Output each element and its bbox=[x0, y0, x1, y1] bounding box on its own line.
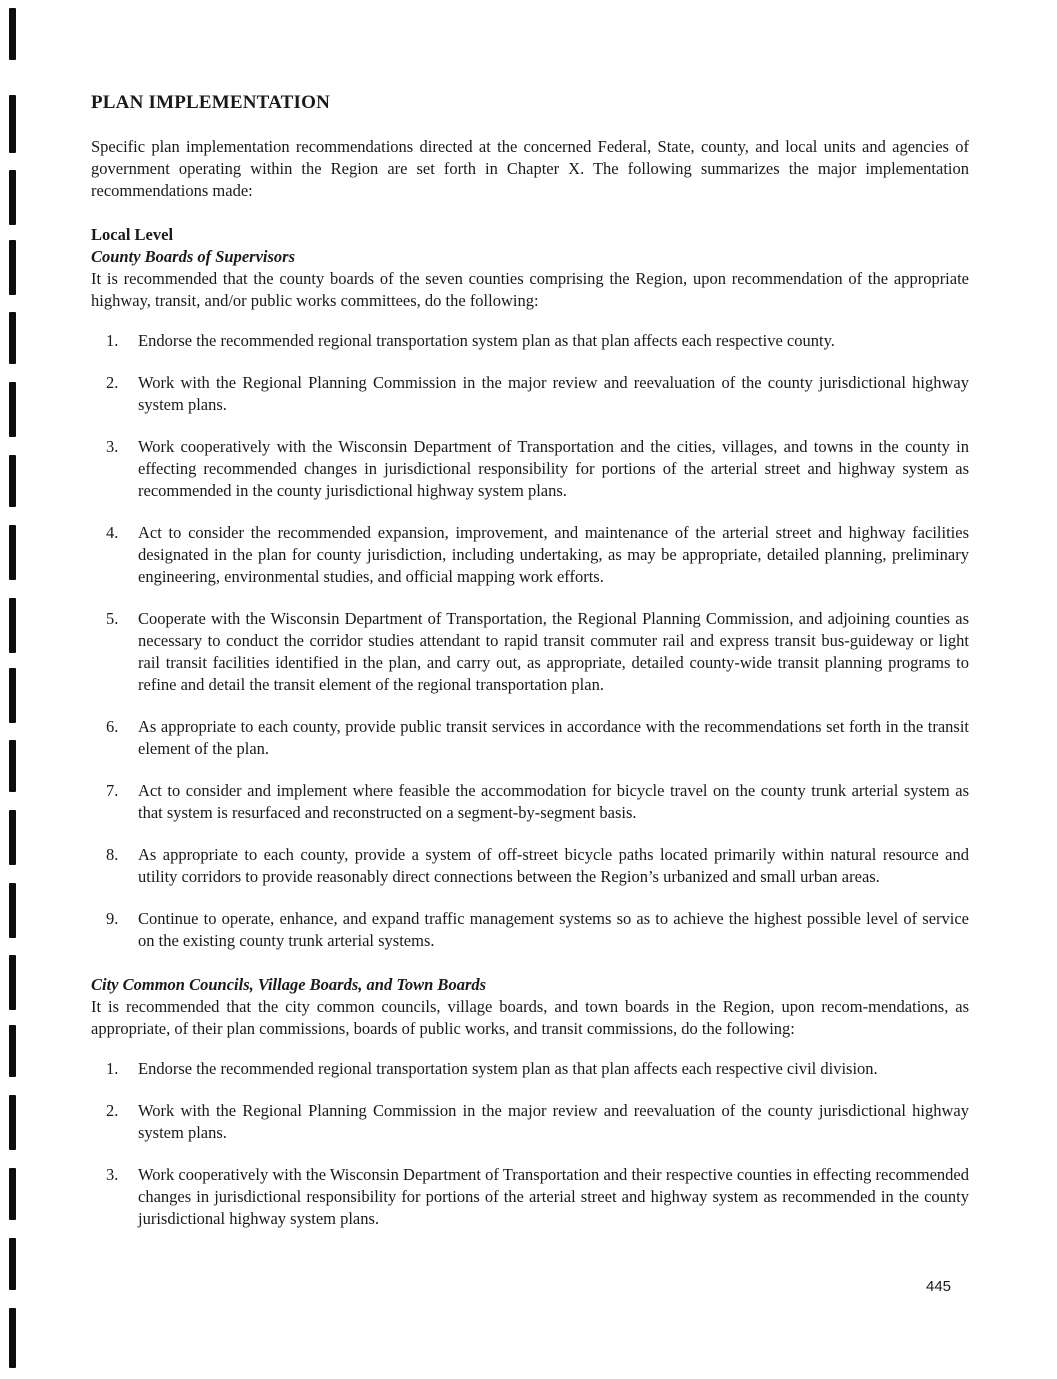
item-text: Cooperate with the Wisconsin Department of Transportation, the Regional Planning Commission, and adjoining counties as necessary to conduct the corridor studies attendant to rapid transit commuter rail and express transit bus-guideway or light rail transit facilities identified in the plan, and carry out, as appropriate, detailed county-wide transit planning programs to refine and detail the transit element of the regional transportation plan. bbox=[138, 609, 969, 694]
punch-mark bbox=[9, 1025, 16, 1077]
punch-mark bbox=[9, 1308, 16, 1368]
list-item bbox=[91, 844, 969, 888]
item-number: 1. bbox=[106, 331, 119, 350]
item-number: 4. bbox=[106, 523, 119, 542]
punch-mark bbox=[9, 740, 16, 792]
item-text: Work cooperatively with the Wisconsin Department of Transportation and the cities, villages, and towns in the county in effecting recommended changes in jurisdictional responsibility for portions of the arterial street and highway system as recommended in the county jurisdictional highway system plans. bbox=[138, 437, 969, 500]
list-item bbox=[91, 1164, 969, 1230]
list-item bbox=[91, 1100, 969, 1144]
punch-mark bbox=[9, 240, 16, 295]
item-text: As appropriate to each county, provide public transit services in accordance with the recommendations set forth in the transit element of the plan. bbox=[138, 717, 969, 758]
section-subtitle: City Common Councils, Village Boards, and Town Boards bbox=[91, 975, 487, 994]
punch-mark bbox=[9, 382, 16, 437]
list-item bbox=[91, 372, 969, 416]
item-number: 5. bbox=[106, 609, 119, 628]
item-number: 2. bbox=[106, 373, 119, 392]
section-intro: It is recommended that the county boards of the seven counties comprising the Region, upon recommendation of the appropriate highway, transit, and/or public works committees, do the following: bbox=[91, 269, 969, 310]
section-city-village-town bbox=[91, 974, 969, 1230]
punch-mark bbox=[9, 955, 16, 1010]
punch-mark bbox=[9, 312, 16, 364]
punch-mark bbox=[9, 810, 16, 865]
punch-mark bbox=[9, 95, 16, 153]
recommendation-list bbox=[91, 330, 969, 952]
list-item bbox=[91, 1058, 969, 1080]
punch-mark bbox=[9, 8, 16, 60]
list-item bbox=[91, 330, 969, 352]
list-item bbox=[91, 908, 969, 952]
item-text: Work with the Regional Planning Commission in the major review and reevaluation of the county jurisdictional highway system plans. bbox=[138, 373, 969, 414]
page-number: 445 bbox=[926, 1278, 952, 1295]
item-number: 3. bbox=[106, 437, 119, 456]
item-number: 2. bbox=[106, 1101, 119, 1120]
document-page bbox=[91, 92, 969, 1250]
item-number: 8. bbox=[106, 845, 119, 864]
item-text: As appropriate to each county, provide a system of off-street bicycle paths located primarily within natural resource and utility corridors to provide reasonably direct connections between the Region’s urbanized and small urban areas. bbox=[138, 845, 969, 886]
item-text: Endorse the recommended regional transportation system plan as that plan affects each respective civil division. bbox=[138, 1059, 878, 1078]
list-item bbox=[91, 522, 969, 588]
punch-mark bbox=[9, 1238, 16, 1290]
section-intro: It is recommended that the city common councils, village boards, and town boards in the Region, upon recom-mendations, as appropriate, of their plan commissions, boards of public works, and transit commissions, do the following: bbox=[91, 997, 969, 1038]
item-text: Work with the Regional Planning Commission in the major review and reevaluation of the county jurisdictional highway system plans. bbox=[138, 1101, 969, 1142]
list-item bbox=[91, 780, 969, 824]
punch-mark bbox=[9, 598, 16, 653]
binding-punch-marks bbox=[0, 0, 30, 1379]
page-heading: PLAN IMPLEMENTATION bbox=[91, 92, 331, 113]
section-local-level bbox=[91, 224, 969, 952]
section-subtitle: County Boards of Supervisors bbox=[91, 247, 296, 266]
list-item bbox=[91, 716, 969, 760]
recommendation-list bbox=[91, 1058, 969, 1230]
punch-mark bbox=[9, 1095, 16, 1150]
item-number: 7. bbox=[106, 781, 119, 800]
item-number: 3. bbox=[106, 1165, 119, 1184]
list-item bbox=[91, 436, 969, 502]
intro-paragraph: Specific plan implementation recommendations directed at the concerned Federal, State, county, and local units and agencies of government operating within the Region are set forth in Chapter X. The following summarizes the major implementation recommendations made: bbox=[91, 137, 969, 200]
punch-mark bbox=[9, 455, 16, 507]
item-text: Act to consider the recommended expansion, improvement, and maintenance of the arterial street and highway facilities designated in the plan for county jurisdiction, including undertaking, as may be appropriate, detailed planning, preliminary engineering, environmental studies, and official mapping work efforts. bbox=[138, 523, 969, 586]
punch-mark bbox=[9, 1168, 16, 1220]
item-number: 6. bbox=[106, 717, 119, 736]
item-text: Continue to operate, enhance, and expand traffic management systems so as to achieve the highest possible level of service on the existing county trunk arterial systems. bbox=[138, 909, 969, 950]
list-item bbox=[91, 608, 969, 696]
punch-mark bbox=[9, 883, 16, 938]
item-text: Work cooperatively with the Wisconsin Department of Transportation and their respective counties in effecting recommended changes in jurisdictional responsibility for portions of the arterial street and highway system as recommended in the county jurisdictional highway system plans. bbox=[138, 1165, 969, 1228]
punch-mark bbox=[9, 170, 16, 225]
item-number: 9. bbox=[106, 909, 119, 928]
punch-mark bbox=[9, 525, 16, 580]
item-text: Endorse the recommended regional transportation system plan as that plan affects each respective county. bbox=[138, 331, 835, 350]
punch-mark bbox=[9, 668, 16, 723]
section-title: Local Level bbox=[91, 225, 174, 244]
item-text: Act to consider and implement where feasible the accommodation for bicycle travel on the county trunk arterial system as that system is resurfaced and reconstructed on a segment-by-segment basis. bbox=[138, 781, 969, 822]
item-number: 1. bbox=[106, 1059, 119, 1078]
